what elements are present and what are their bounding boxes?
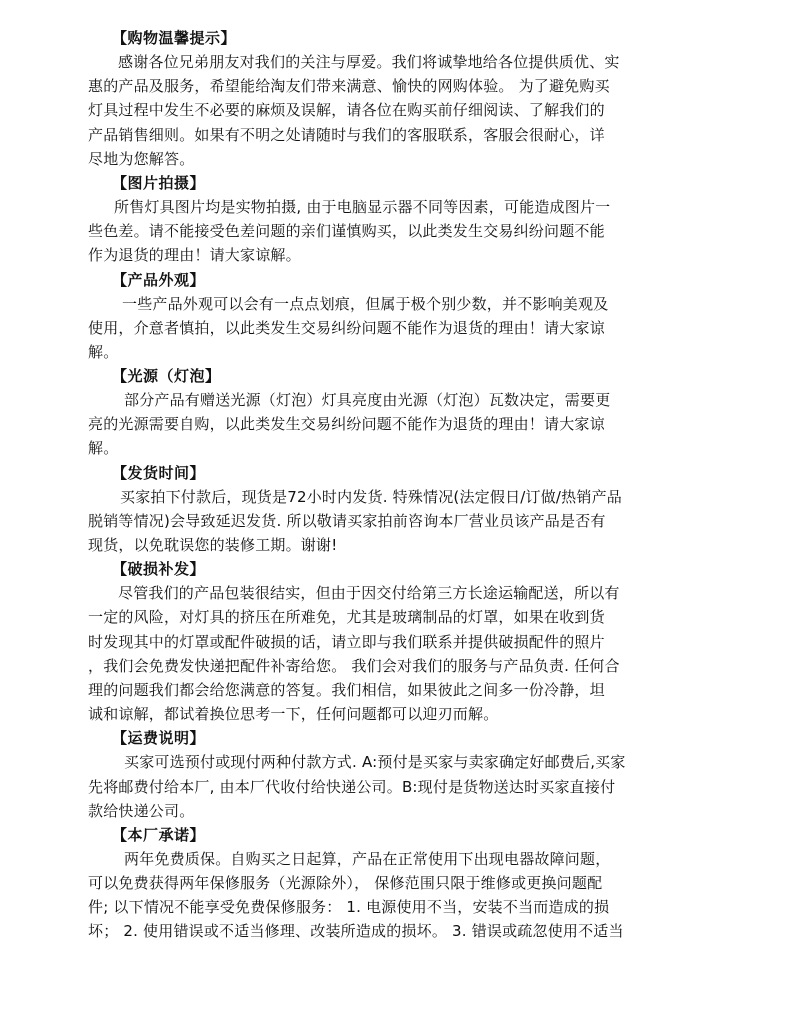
paragraph-line: 先将邮费付给本厂, 由本厂代收付给快递公司。B:现付是货物送达时买家直接付 xyxy=(88,777,616,796)
section-body xyxy=(88,292,694,365)
section-body xyxy=(88,581,694,726)
section-light-source xyxy=(88,364,694,461)
section-title: 【光源（灯泡】 xyxy=(112,367,221,386)
paragraph-line: 感谢各位兄弟朋友对我们的关注与厚爱。我们将诚挚地给各位提供质优、实 xyxy=(118,53,620,71)
paragraph-line: 时发现其中的灯罩或配件破损的话，请立即与我们联系并提供破损配件的照片 xyxy=(88,632,605,651)
section-title: 【本厂承诺】 xyxy=(112,825,206,844)
section-title: 【破损补发】 xyxy=(112,560,206,579)
paragraph-line: 作为退货的理由！请大家谅解。 xyxy=(88,246,301,265)
paragraph-line: 款给快递公司。 xyxy=(88,801,195,820)
paragraph-line: 买家拍下付款后，现货是72小时内发货. 特殊情况(法定假日/订做/热销产品 xyxy=(120,487,622,506)
paragraph-line: 使用，介意者慎拍，以此类发生交易纠纷问题不能作为退货的理由！请大家谅 xyxy=(88,318,605,337)
section-factory-promise xyxy=(88,823,694,944)
paragraph-line: 尽管我们的产品包装很结实，但由于因交付给第三方长途运输配送，所以有 xyxy=(118,584,620,603)
section-body xyxy=(88,750,694,823)
paragraph-line: 惠的产品及服务，希望能给淘友们带来满意、愉快的网购体验。 为了避免购买 xyxy=(88,77,610,96)
section-title: 【购物温馨提示】 xyxy=(112,29,237,47)
section-photos xyxy=(88,171,694,268)
section-body xyxy=(88,847,694,944)
paragraph-line: 解。 xyxy=(88,439,119,458)
paragraph-line: 买家可选预付或现付两种付款方式. A:预付是买家与卖家确定好邮费后,买家 xyxy=(124,753,626,772)
section-shipping-time xyxy=(88,461,694,558)
section-title: 【发货时间】 xyxy=(112,463,206,482)
section-shipping-fee xyxy=(88,726,694,823)
section-body xyxy=(88,50,694,171)
paragraph-line: 坏； 2. 使用错误或不适当修理、改装所造成的损坏。 3. 错误或疏忽使用不适当 xyxy=(88,922,624,941)
paragraph-line: 可以免费获得两年保修服务（光源除外）， 保修范围只限于维修或更换问题配 xyxy=(88,874,603,893)
paragraph-line: 一些产品外观可以会有一点点划痕，但属于极个别少数，并不影响美观及 xyxy=(122,294,609,313)
section-title: 【图片拍摄】 xyxy=(112,173,206,192)
paragraph-line: 现货，以免耽误您的装修工期。谢谢! xyxy=(88,536,338,554)
paragraph-line: 灯具过程中发生不必要的麻烦及误解，请各位在购买前仔细阅读、了解我们的 xyxy=(88,101,605,120)
paragraph-line: 一定的风险，对灯具的挤压在所难免，尤其是玻璃制品的灯罩，如果在收到货 xyxy=(88,608,605,627)
paragraph-line: 件; 以下情况不能享受免费保修服务： 1. 电源使用不当，安装不当而造成的损 xyxy=(88,898,610,917)
paragraph-line: 所售灯具图片均是实物拍摄, 由于电脑显示器不同等因素，可能造成图片一 xyxy=(114,197,611,216)
section-body xyxy=(88,195,694,268)
section-shopping-tips xyxy=(88,26,694,171)
paragraph-line: 产品销售细则。如果有不明之处请随时与我们的客服联系，客服会很耐心，详 xyxy=(88,125,605,144)
paragraph-line: 亮的光源需要自购，以此类发生交易纠纷问题不能作为退货的理由！请大家谅 xyxy=(88,415,605,434)
section-body xyxy=(88,388,694,461)
paragraph-line: 些色差。请不能接受色差问题的亲们谨慎购买，以此类发生交易纠纷问题不能 xyxy=(88,222,605,241)
section-title: 【产品外观】 xyxy=(112,270,206,289)
paragraph-line: 尽地为您解答。 xyxy=(88,149,195,168)
paragraph-line: 解。 xyxy=(88,342,119,361)
section-title: 【运费说明】 xyxy=(112,729,206,748)
section-body xyxy=(88,485,694,558)
paragraph-line: 脱销等情况)会导致延迟发货. 所以敬请买家拍前咨询本厂营业员该产品是否有 xyxy=(88,511,606,530)
paragraph-line: 部分产品有赠送光源（灯泡）灯具亮度由光源（灯泡）瓦数决定，需要更 xyxy=(124,391,611,410)
document xyxy=(88,26,694,944)
paragraph-line: 理的问题我们都会给您满意的答复。我们相信，如果彼此之间多一份冷静，坦 xyxy=(88,680,605,699)
section-appearance xyxy=(88,268,694,365)
paragraph-line: ，我们会免费发快递把配件补寄给您。 我们会对我们的服务与产品负责. 任何合 xyxy=(88,656,620,675)
paragraph-line: 两年免费质保。自购买之日起算，产品在正常使用下出现电器故障问题， xyxy=(124,849,611,868)
paragraph-line: 诚和谅解，都试着换位思考一下，任何问题都可以迎刃而解。 xyxy=(88,705,499,724)
section-damage-replacement xyxy=(88,557,694,726)
